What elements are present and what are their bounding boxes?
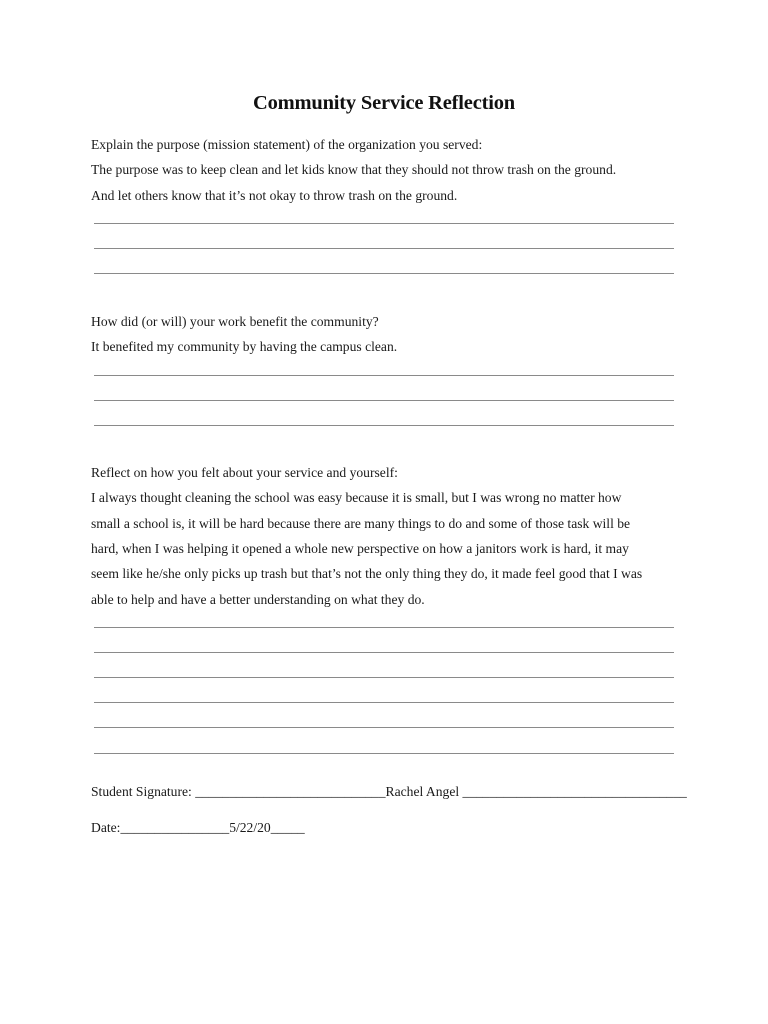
writing-line [94, 702, 674, 703]
answer-reflect-line-3: hard, when I was helping it opened a whole new perspective on how a janitors work is hard, it may [91, 541, 629, 556]
answer-reflect-line-2: small a school is, it will be hard because there are many things to do and some of those task will be [91, 516, 631, 531]
answer-purpose-line-1: The purpose was to keep clean and let kids know that they should not throw trash on the ground. [91, 162, 617, 177]
page-title: Community Service Reflection [253, 92, 515, 114]
writing-line [94, 375, 674, 376]
question-reflect: Reflect on how you felt about your service and yourself: [91, 465, 398, 480]
writing-line [94, 425, 674, 426]
answer-benefit-line-1: It benefited my community by having the campus clean. [91, 339, 398, 354]
answer-reflect-line-4: seem like he/she only picks up trash but that’s not the only thing they do, it made feel good that I was [91, 566, 643, 581]
answer-reflect-line-5: able to help and have a better understanding on what they do. [91, 592, 425, 607]
question-benefit: How did (or will) your work benefit the community? [91, 314, 379, 329]
question-purpose: Explain the purpose (mission statement) of the organization you served: [91, 137, 483, 152]
writing-line [94, 273, 674, 274]
writing-line [94, 400, 674, 401]
student-signature-field: Student Signature: ____________________________Rachel Angel _________________________________ [91, 784, 687, 799]
date-field: Date:________________5/22/20_____ [91, 820, 305, 835]
writing-line [94, 248, 674, 249]
answer-purpose-line-2: And let others know that it’s not okay to throw trash on the ground. [91, 188, 458, 203]
writing-line [94, 677, 674, 678]
writing-line [94, 627, 674, 628]
writing-line [94, 223, 674, 224]
writing-line [94, 652, 674, 653]
answer-reflect-line-1: I always thought cleaning the school was easy because it is small, but I was wrong no matter how [91, 490, 622, 505]
writing-line [94, 727, 674, 728]
writing-line [94, 753, 674, 754]
